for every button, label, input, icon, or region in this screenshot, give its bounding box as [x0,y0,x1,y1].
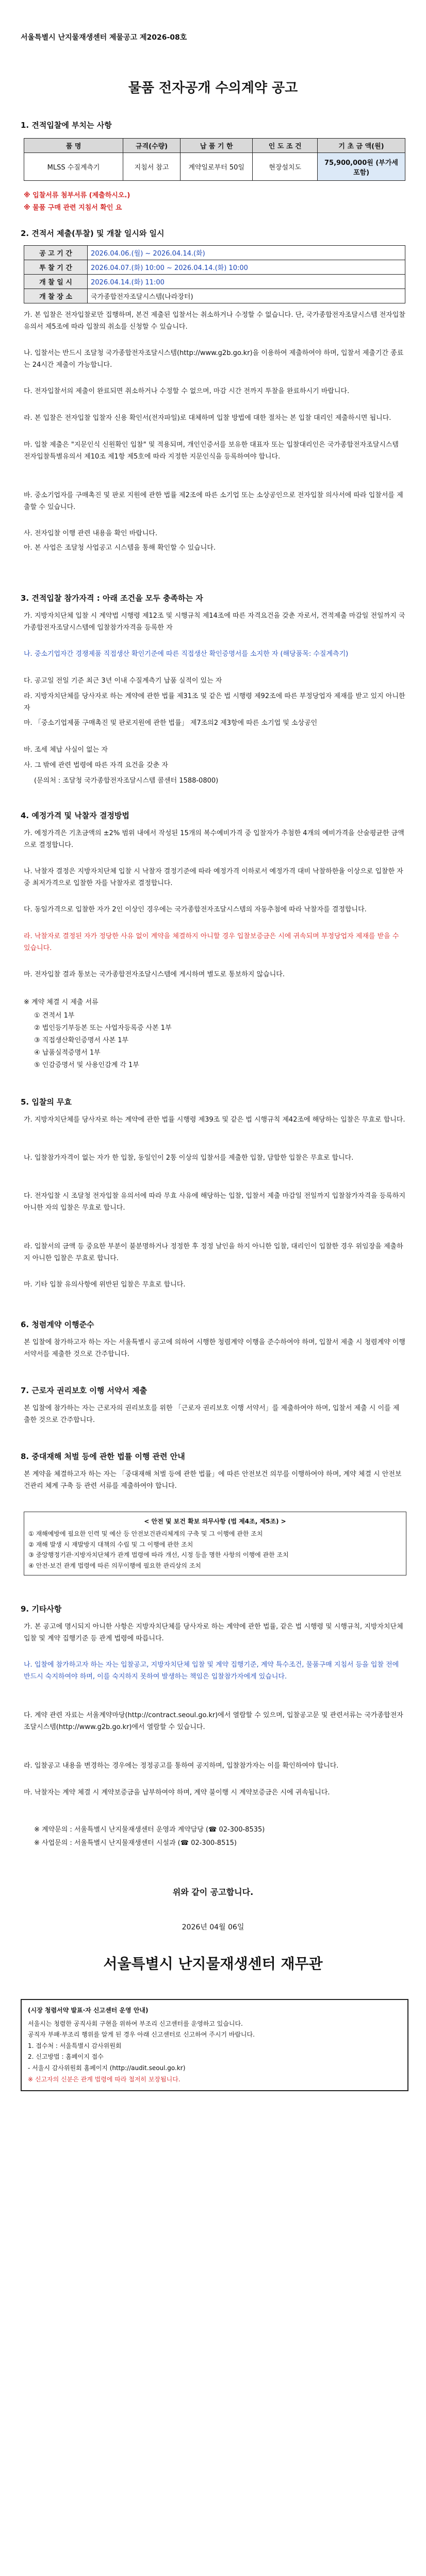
s3-contact: (문의처 : 조달청 국가종합전자조달시스템 콜센터 1588-0800) [34,777,219,785]
s9-para: 다. 계약 관련 자료는 서울계약마당(http://contract.seoul.go.kr)에서 열람할 수 있으며, 입찰공고문 및 관련서류는 국가종합전자조달시스템(http://www.g2b.go.kr)에서 열람할 수 있습니다. [24,1711,403,1732]
s4-para: 가. 예정가격은 기초금액의 ±2% 범위 내에서 작성된 15개의 복수예비가격 중 입찰자가 추첨한 4개의 예비가격을 산술평균한 금액으로 결정합니다. [24,829,404,850]
schedule-table [24,245,405,303]
schedule-label: 개 찰 일 시 [24,275,88,289]
schedule-value: 2026.04.14.(화) 11:00 [88,275,405,289]
s2-para: 가. 본 입찰은 전자입찰로만 집행하며, 본건 제출된 입찰서는 취소하거나 수정할 수 없습니다. 단, 국가종합전자조달시스템 전자입찰 유의서 제5조에 따라 입찰의 취소를 신청할 수 있습니다. [24,311,405,331]
signer: 서울특별시 난지물재생센터 재무관 [103,1955,323,1972]
cell-spec: 지침서 참고 [123,153,181,181]
s2-para: 사. 전자입찰 이행 관련 내용을 확인 바랍니다. [24,530,158,537]
s5-para: 나. 입찰참가자격이 없는 자가 한 입찰, 동일인이 2통 이상의 입찰서를 제출한 입찰, 담합한 입찰은 무효로 합니다. [24,1154,354,1162]
report-box-line: 공직자 부패·부조리 행위를 알게 된 경우 아래 신고센터로 신고하여 주시기 바랍니다. [28,2031,255,2039]
s2-para: 마. 입찰 제출은 "지문인식 신원확인 입찰" 및 적용되며, 개인인증서를 보유한 대표자 또는 입찰대리인은 국가종합전자조달시스템 전자입찰특별유의서 제10조 제1항 제5호에 따라 지정한 지문인식을 등록하여야 합니다. [24,441,399,461]
report-box-title: (시장 청렴서약 발표·자 신고센터 운영 안내) [28,2007,149,2014]
bid-item-table [24,138,405,181]
s4-para: 다. 동일가격으로 입찰한 자가 2인 이상인 경우에는 국가종합전자조달시스템의 자동추첨에 따라 낙찰자를 결정합니다. [24,906,367,913]
s5-para: 다. 전자입찰 시 조달청 전자입찰 유의서에 따라 무효 사유에 해당하는 입찰, 입찰서 제출 마감일 전일까지 입찰참가자격을 등록하지 아니한 자의 입찰은 무효로 합니다. [24,1192,405,1212]
section-1-heading: 1. 견적입찰에 부치는 사항 [21,121,112,130]
section-7-heading: 7. 근로자 권리보호 이행 서약서 제출 [21,1386,148,1395]
s3-para: 사. 그 밖에 관련 법령에 따른 자격 요건을 갖춘 자 [24,761,168,769]
th-spec: 규격(수량) [123,139,181,153]
th-item-name: 품 명 [24,139,123,153]
s2-para: 다. 전자입찰서의 제출이 완료되면 취소하거나 수정할 수 없으며, 마감 시간 전까지 투찰을 완료하시기 바랍니다. [24,387,350,395]
cell-item-name: MLSS 수질계측기 [24,153,123,181]
schedule-label: 개 찰 장 소 [24,289,88,303]
s3-para: 나. 중소기업자간 경쟁제품 직접생산 확인기준에 따른 직접생산 확인증명서를 소지한 자 (해당품목: 수질계측기) [24,650,349,658]
report-box-line: - 서울시 감사위원회 홈페이지 (http://audit.seoul.go.kr) [28,2064,186,2072]
schedule-label: 투 찰 기 간 [24,260,88,275]
s4-list-intro: ※ 계약 체결 시 제출 서류 [24,998,99,1006]
report-box-line: 서울시는 청렴한 공직사회 구현을 위하여 부조리 신고센터를 운영하고 있습니다. [28,2020,243,2027]
s3-para: 마. 「중소기업제품 구매촉진 및 판로지원에 관한 법률」 제7조의2 제3항에 따른 소기업 및 소상공인 [24,719,318,727]
s9-contact: ※ 사업문의 : 서울특별시 난지물재생센터 시설과 (☎ 02-300-8515) [34,1839,237,1847]
closing-line: 위와 같이 공고합니다. [172,1887,254,1897]
s3-para: 다. 공고일 전일 기준 최근 3년 이내 수질계측기 납품 실적이 있는 자 [24,677,222,685]
s3-para: 라. 지방자치단체를 당사자로 하는 계약에 관한 법률 제31조 및 같은 법 시행령 제92조에 따른 부정당업자 제재를 받고 있지 아니한 자 [24,692,405,713]
section-6-heading: 6. 청렴계약 이행준수 [21,1320,94,1329]
s8-box-line: ① 재해예방에 필요한 인력 및 예산 등 안전보건관리체계의 구축 및 그 이행에 관한 조치 [28,1530,263,1538]
schedule-value: 2026.04.06.(월) ~ 2026.04.14.(화) [88,246,405,260]
schedule-value: 2026.04.07.(화) 10:00 ~ 2026.04.14.(화) 10:00 [88,260,405,275]
report-box-line: ※ 신고자의 신분은 관계 법령에 따라 철저히 보장됩니다. [28,2075,181,2083]
section-2-heading: 2. 견적서 제출(투찰) 및 개찰 일시와 일시 [21,229,165,238]
schedule-label: 공 고 기 간 [24,246,88,260]
section-9-heading: 9. 기타사항 [21,1604,62,1614]
s9-para: 라. 입찰공고 내용을 변경하는 경우에는 정정공고를 통하여 공지하며, 입찰참가자는 이를 확인하여야 합니다. [24,1762,339,1770]
th-deadline: 납 품 기 한 [180,139,252,153]
s8-box-line: ② 재해 발생 시 재발방지 대책의 수립 및 그 이행에 관한 조치 [28,1540,193,1548]
s4-para: 라. 낙찰자로 결정된 자가 정당한 사유 없이 계약을 체결하지 아니할 경우 입찰보증금은 시에 귀속되며 부정당업자 제재를 받을 수 있습니다. [24,933,399,953]
section-3-heading: 3. 견적입찰 참가자격 : 아래 조건을 모두 충족하는 자 [21,594,203,603]
s4-list-item: ② 법인등기부등본 또는 사업자등록증 사본 1부 [34,1024,172,1032]
report-box-line: 2. 신고방법 : 홈페이지 접수 [28,2053,104,2061]
section-4-heading: 4. 예정가격 및 낙찰자 결정방법 [21,811,129,820]
s9-contact: ※ 계약문의 : 서울특별시 난지물재생센터 운영과 계약담당 (☎ 02-300-8535) [34,1826,265,1834]
s2-para: 바. 중소기업자를 구매촉진 및 판로 지원에 관한 법률 제2조에 따른 소기업 또는 소상공인으로 전자입찰 의사서에 따라 입찰서를 제출할 수 있습니다. [24,492,403,512]
s9-para: 마. 낙찰자는 계약 체결 시 계약보증금을 납부하여야 하며, 계약 불이행 시 계약보증금은 시에 귀속됩니다. [24,1789,330,1797]
s5-para: 라. 입찰서의 금액 등 중요한 부분이 불분명하거나 정정한 후 정정 날인을 하지 아니한 입찰, 대리인이 입찰한 경우 위임장을 제출하지 아니한 입찰은 무효로 합니다. [24,1243,403,1263]
s5-para: 마. 기타 입찰 유의사항에 위반된 입찰은 무효로 합니다. [24,1281,186,1289]
s8-box-line: ③ 중앙행정기관·지방자치단체가 관계 법령에 따라 개선, 시정 등을 명한 사항의 이행에 관한 조치 [28,1551,289,1559]
s2-para: 라. 본 입찰은 전자입찰 입찰자 신용 확인서(전자파일)로 대체하며 입찰 방법에 대한 절차는 본 입찰 대리인 제출하시면 됩니다. [24,414,391,422]
s9-para: 가. 본 공고에 명시되지 아니한 사항은 지방자치단체를 당사자로 하는 계약에 관한 법률, 같은 법 시행령 및 시행규칙, 지방자치단체 입찰 및 계약 집행기준 등 관계 법령에 따릅니다. [24,1623,403,1643]
s7-text: 본 입찰에 참가하는 자는 근로자의 권리보호를 위한 「근로자 권리보호 이행 서약서」를 제출하여야 하며, 입찰서 제출 시 이를 제출한 것으로 간주합니다. [24,1404,400,1425]
s8-obligation-box [24,1512,406,1575]
s2-para: 나. 입찰서는 반드시 조달청 국가종합전자조달시스템(http://www.g2b.go.kr)을 이용하여 제출하여야 하며, 입찰서 제출기간 종료는 24시간 제출이 가능합니다. [24,349,404,369]
s1-note-2: ※ 물품 구매 관련 지침서 확인 요 [24,204,122,212]
s2-para: 아. 본 사업은 조달청 사업공고 시스템을 통해 확인할 수 있습니다. [24,544,216,552]
s8-box-title: < 안전 및 보건 확보 의무사항 (법 제4조, 제5조) > [144,1518,286,1525]
cell-delivery: 현장설치도 [253,153,318,181]
cell-base-amount: 75,900,000원 (부가세 포함) [318,153,405,181]
s1-note-1: ※ 입찰서류 첨부서류 (제출하시오.) [24,192,130,199]
s6-text: 본 입찰에 참가하고자 하는 자는 서울특별시 공고에 의하여 시행한 청렴계약 이행을 준수하여야 하며, 입찰서 제출 시 청렴계약 이행서약서를 제출한 것으로 간주합니다. [24,1338,405,1359]
s4-list-item: ⑤ 인감증명서 및 사용인감계 각 1부 [34,1061,139,1069]
schedule-value: 국가종합전자조달시스템(나라장터) [88,289,405,303]
s8-text: 본 계약을 체결하고자 하는 자는 「중대재해 처벌 등에 관한 법률」에 따른 안전보건 의무를 이행하여야 하며, 계약 체결 시 안전보건관리 체계 구축 등 관련 서류를 제출하여야 합니다. [24,1470,402,1490]
report-center-box [21,1999,408,2091]
s4-para: 나. 낙찰자 결정은 지방자치단체 입찰 시 낙찰자 결정기준에 따라 예정가격 이하로서 예정가격 대비 낙찰하한율 이상으로 입찰한 자 중 최저가격으로 입찰한 자를 낙찰자로 결정합니다. [24,868,403,888]
notice-number: 서울특별시 난지물재생센터 제물공고 제2026-08호 [21,33,187,42]
s4-list-item: ③ 직접생산확인증명서 사본 1부 [34,1037,129,1044]
section-8-heading: 8. 중대재해 처벌 등에 관한 법률 이행 관련 안내 [21,1452,185,1461]
s4-para: 마. 전자입찰 결과 통보는 국가종합전자조달시스템에 게시하며 별도로 통보하지 않습니다. [24,971,285,978]
s3-para: 가. 지방자치단체 입찰 시 계약법 시행령 제12조 및 시행규칙 제14조에 따른 자격요건을 갖춘 자로서, 견적제출 마감일 전일까지 국가종합전자조달시스템에 입찰참가자격을 등록한 자 [24,612,405,632]
s8-box-line: ④ 안전·보건 관계 법령에 따른 의무이행에 필요한 관리상의 조치 [28,1562,201,1569]
page-title: 물품 전자공개 수의계약 공고 [128,80,298,96]
s5-para: 가. 지방자치단체를 당사자로 하는 계약에 관한 법률 시행령 제39조 및 같은 법 시행규칙 제42조에 해당하는 입찰은 무효로 합니다. [24,1116,405,1124]
s4-list-item: ④ 납품실적증명서 1부 [34,1049,101,1057]
th-delivery: 인 도 조 건 [253,139,318,153]
s4-list-item: ① 견적서 1부 [34,1012,75,1020]
section-5-heading: 5. 입찰의 무효 [21,1097,72,1107]
s9-para: 나. 입찰에 참가하고자 하는 자는 입찰공고, 지방자치단체 입찰 및 계약 집행기준, 계약 특수조건, 물품구매 지침서 등을 입찰 전에 반드시 숙지하여야 하며, 이를 숙지하지 못하여 발생하는 책임은 입찰참가자에게 있습니다. [24,1661,399,1681]
th-base-amount: 기 초 금 액(원) [318,139,405,153]
s3-para: 바. 조세 체납 사실이 없는 자 [24,746,108,754]
closing-date: 2026년 04월 06일 [182,1923,244,1931]
report-box-line: 1. 접수처 : 서울특별시 감사위원회 [28,2042,122,2049]
cell-deadline: 계약일로부터 50일 [180,153,252,181]
